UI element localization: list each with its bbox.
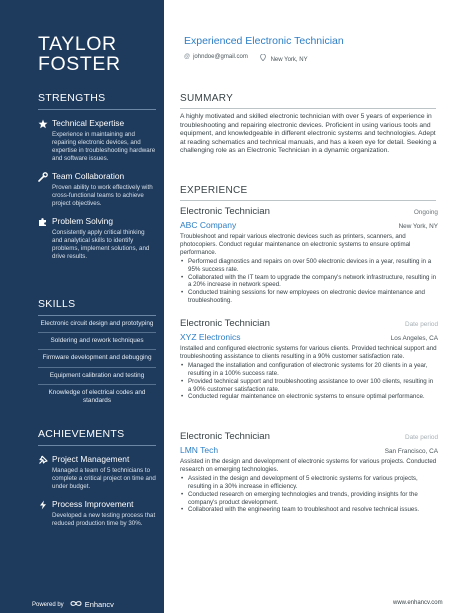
at-icon: @ (184, 54, 191, 60)
strength-desc: Consistently apply critical thinking and analytical skills to identify problems, implement solutions, and drive results. (52, 229, 150, 260)
job-bullet: • Provided technical support and troubleshooting assistance to over 100 clients, resulting in a 90% customer satisfaction rate. (180, 378, 438, 394)
experience-entry (180, 206, 438, 305)
email-text: johndoe@gmail.com (193, 54, 248, 60)
job-description: Installed and configured electronic systems for various clients. Provided technical support and troubleshooting assistance to clients resulting in a 90% customer satisfaction rate. (180, 345, 437, 360)
job-bullet: • Assisted in the design and development of 5 electronic systems for various projects, resulting in a 30% increase in efficiency. (180, 475, 438, 491)
achievement-desc: Developed a new testing process that reduced production time by 30%. (52, 512, 156, 527)
job-date: Date period (404, 321, 438, 328)
sidebar (0, 0, 164, 613)
job-date: Ongoing (413, 209, 438, 216)
strength-item (38, 118, 156, 163)
job-company: LMN Tech (180, 445, 219, 455)
job-bullet: • Conducted training sessions for new employees on electronic device maintenance and troubleshooting. (180, 289, 438, 305)
wrench-icon (38, 172, 48, 182)
job-bullet: • Performed diagnostics and repairs on over 500 electronic devices in a year, resulting in a 95% success rate. (180, 258, 438, 274)
footer-url[interactable]: www.enhancv.com (393, 600, 443, 606)
job-bullet: • Collaborated with the engineering team to troubleshoot and resolve technical issues. (180, 506, 438, 514)
job-role: Electronic Technician (180, 318, 270, 329)
experience-heading: EXPERIENCE (180, 185, 436, 201)
job-role: Electronic Technician (180, 431, 270, 442)
puzzle-icon (38, 217, 48, 227)
skill-item: Firmware development and debugging (38, 350, 156, 367)
achievement-title: Process Improvement (52, 499, 134, 509)
skills-heading: SKILLS (38, 298, 156, 316)
job-company: XYZ Electronics (180, 332, 241, 342)
strength-item (38, 216, 156, 261)
contact-row (184, 54, 308, 63)
achievements-section (38, 428, 156, 528)
strength-desc: Experience in maintaining and repairing electronic devices, and expertise in troubleshooting hardware and software issues. (52, 131, 156, 162)
location-text: New York, NY (270, 57, 308, 63)
job-location: Los Angeles, CA (390, 335, 438, 342)
job-bullet: • Conducted regular maintenance on electronic systems to ensure optimal performance. (180, 393, 438, 401)
star-icon (38, 119, 48, 129)
pin-icon (38, 455, 48, 465)
job-company: ABC Company (180, 220, 237, 230)
candidate-name (38, 34, 121, 74)
experience-entry (180, 318, 438, 401)
summary-text: A highly motivated and skilled electronic technician with over 5 years of experience in troubleshooting and repairing electronic devices. Proficient in using various tools and equipment, and knowledgeable in different electronic systems and technologies. Adept at reading schematics and technical manuals, and has a keen eye for detail. Seeking a challenging role as an Electronic Technician in a dynamic organization. (180, 113, 437, 155)
job-bullets (180, 258, 438, 305)
strengths-section (38, 92, 156, 261)
achievement-item (38, 499, 156, 528)
job-bullet: • Conducted research on emerging technologies and trends, providing insights for the company's product development. (180, 491, 438, 507)
enhancv-logo-text: Enhancv (84, 600, 114, 609)
achievement-item (38, 454, 156, 491)
strength-title: Team Collaboration (52, 171, 125, 181)
achievements-heading: ACHIEVEMENTS (38, 428, 156, 446)
summary-heading: SUMMARY (180, 93, 436, 109)
skills-section (38, 298, 156, 409)
job-bullet: • Collaborated with the IT team to upgrade the company's network infrastructure, resulting in a 20% increase in network speed. (180, 274, 438, 290)
skill-item: Knowledge of electrical codes and standards (48, 388, 146, 405)
headline: Experienced Electronic Technician (184, 35, 344, 47)
strength-item (38, 171, 156, 208)
skill-item: Soldering and rework techniques (38, 333, 156, 350)
skill-item: Electronic circuit design and prototyping (38, 316, 156, 333)
skill-item: Equipment calibration and testing (38, 368, 156, 385)
job-location: San Francisco, CA (384, 448, 438, 455)
strength-title: Technical Expertise (52, 118, 125, 128)
location-pin-icon (260, 57, 268, 63)
powered-by-label: Powered by (32, 601, 64, 608)
achievement-desc: Managed a team of 5 technicians to complete a critical project on time and under budget. (52, 467, 156, 490)
bolt-icon (38, 500, 48, 510)
job-bullet: • Managed the installation and configuration of electronic systems for 20 clients in a year, resulting in a 100% success rate. (180, 362, 438, 378)
strengths-heading: STRENGTHS (38, 92, 156, 110)
experience-entry (180, 431, 438, 514)
strength-desc: Proven ability to work effectively with cross-functional teams to achieve project objectives. (52, 184, 153, 207)
powered-by (32, 600, 114, 609)
contact-email[interactable] (184, 54, 248, 63)
first-name: TAYLOR (38, 33, 117, 55)
job-description: Assisted in the design and development of electronic systems for various projects. Conducted research on emerging technologies. (180, 458, 437, 473)
achievement-title: Project Management (52, 454, 130, 464)
job-bullets (180, 475, 438, 515)
strength-title: Problem Solving (52, 216, 113, 226)
enhancv-logo-icon (70, 600, 82, 609)
job-date: Date period (404, 434, 438, 441)
job-location: New York, NY (398, 223, 438, 230)
last-name: FOSTER (38, 53, 121, 75)
job-role: Electronic Technician (180, 206, 270, 217)
contact-location (260, 54, 308, 63)
enhancv-logo[interactable] (70, 600, 114, 609)
job-bullets (180, 362, 438, 402)
job-description: Troubleshoot and repair various electronic devices such as printers, scanners, and photocopiers. Conduct regular maintenance on electronic systems to ensure optimal performance. (180, 233, 411, 256)
